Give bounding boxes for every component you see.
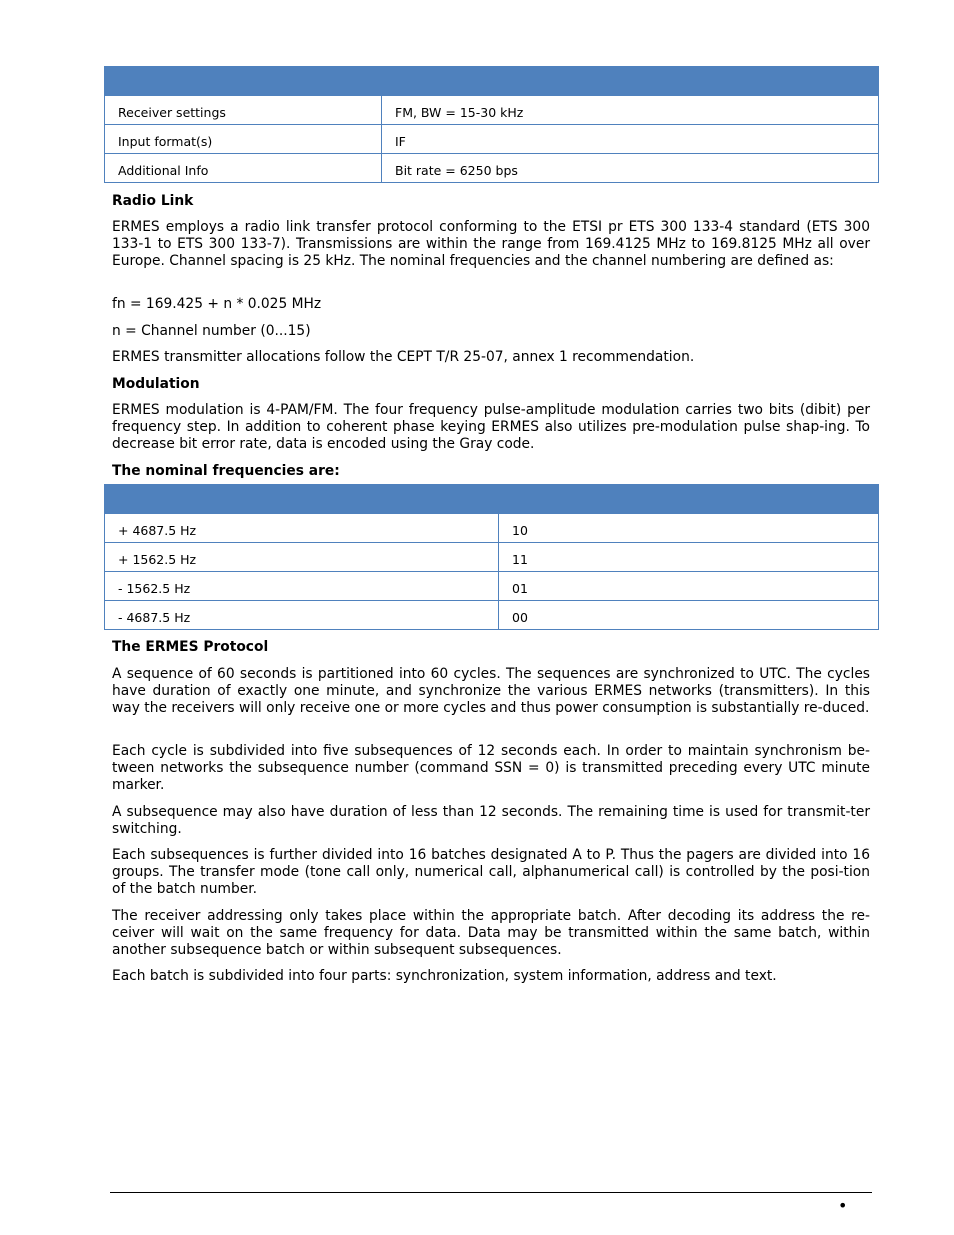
table-cell-bits: 01 [512, 581, 528, 596]
table-cell-frequency: + 4687.5 Hz [105, 514, 499, 542]
protocol-paragraph-2 [112, 743, 870, 794]
allocation-paragraph [112, 349, 870, 366]
radio-link-paragraph [112, 219, 870, 270]
protocol-paragraph-3 [112, 804, 870, 838]
section-heading: Modulation [112, 376, 200, 392]
table-cell-label: Additional Info [105, 154, 382, 182]
protocol-heading [112, 639, 870, 656]
table-row [105, 542, 878, 571]
table-cell-frequency: + 1562.5 Hz [105, 543, 499, 571]
nominal-frequencies-heading [112, 463, 870, 480]
protocol-paragraph-4 [112, 847, 870, 898]
paragraph: A subsequence may also have duration of less than 12 seconds. The remaining time is used for transmit-ter switching. [112, 804, 870, 837]
table-cell-bits: 10 [512, 523, 528, 538]
table-row [105, 571, 878, 600]
formula-channel [112, 323, 870, 340]
table-row [105, 153, 878, 182]
protocol-paragraph-1 [112, 666, 870, 717]
modulation-heading [112, 376, 870, 393]
paragraph: Each batch is subdivided into four parts: synchronization, system information, address and text. [112, 968, 777, 984]
formula: fn = 169.425 + n * 0.025 MHz [112, 296, 322, 312]
table-row [105, 124, 878, 153]
table-row [105, 600, 878, 629]
table-cell-bits: 00 [512, 610, 528, 625]
table-cell-value: IF [395, 134, 406, 149]
radio-link-heading [112, 193, 870, 210]
footer-bullet: • [838, 1196, 848, 1215]
paragraph: A sequence of 60 seconds is partitioned into 60 cycles. The sequences are synchronized to UTC. The cycles have duration of exactly one minute, and synchronize the various ERMES networks (transmitters). In this way the receivers will only receive one or more cycles and thus power consumption is substantially re-duced. [112, 666, 870, 716]
protocol-paragraph-5 [112, 908, 870, 959]
receiver-settings-table [104, 66, 879, 183]
paragraph: ERMES employs a radio link transfer protocol conforming to the ETSI pr ETS 300 133-4 standard (ETS 300 133-1 to ETS 300 133-7). Transmissions are within the range from 169.4125 MHz to 169.8125 MHz all over Europe. Channel spacing is 25 kHz. The nominal frequencies and the channel numbering are defined as: [112, 219, 870, 269]
paragraph: The receiver addressing only takes place within the appropriate batch. After decoding its address the re-ceiver will wait on the same frequency for data. Data may be transmitted within the same batch, within another subsequence batch or within subsequent subsequences. [112, 908, 870, 958]
table-cell-frequency: - 1562.5 Hz [105, 572, 499, 600]
table-cell-frequency: - 4687.5 Hz [105, 601, 499, 629]
table-header [105, 67, 878, 95]
paragraph: ERMES transmitter allocations follow the CEPT T/R 25-07, annex 1 recommendation. [112, 349, 695, 365]
section-heading: The ERMES Protocol [112, 639, 269, 655]
table-cell-value: Bit rate = 6250 bps [395, 163, 518, 178]
section-heading: The nominal frequencies are: [112, 463, 340, 479]
paragraph: Each cycle is subdivided into five subsequences of 12 seconds each. In order to maintain synchronism be-tween networks the subsequence number (command SSN = 0) is transmitted preceding every UTC minute marker. [112, 743, 870, 793]
table-header [105, 485, 878, 513]
table-row [105, 95, 878, 124]
modulation-paragraph [112, 402, 870, 453]
table-cell-value: FM, BW = 15-30 kHz [395, 105, 524, 120]
footer-divider [110, 1192, 872, 1193]
table-cell-bits: 11 [512, 552, 528, 567]
table-row [105, 513, 878, 542]
formula: n = Channel number (0...15) [112, 323, 311, 339]
nominal-frequencies-table [104, 484, 879, 630]
paragraph: Each subsequences is further divided into 16 batches designated A to P. Thus the pagers are divided into 16 groups. The transfer mode (tone call only, numerical call, alphanumerical call) is controlled by the posi-tion of the batch number. [112, 847, 870, 897]
protocol-paragraph-6 [112, 968, 870, 985]
table-cell-label: Receiver settings [105, 96, 382, 124]
formula-frequency [112, 296, 870, 313]
section-heading: Radio Link [112, 193, 194, 209]
paragraph: ERMES modulation is 4-PAM/FM. The four frequency pulse-amplitude modulation carries two bits (dibit) per frequency step. In addition to coherent phase keying ERMES also utilizes pre-modulation pulse shap-ing. To decrease bit error rate, data is encoded using the Gray code. [112, 402, 870, 452]
table-cell-label: Input format(s) [105, 125, 382, 153]
